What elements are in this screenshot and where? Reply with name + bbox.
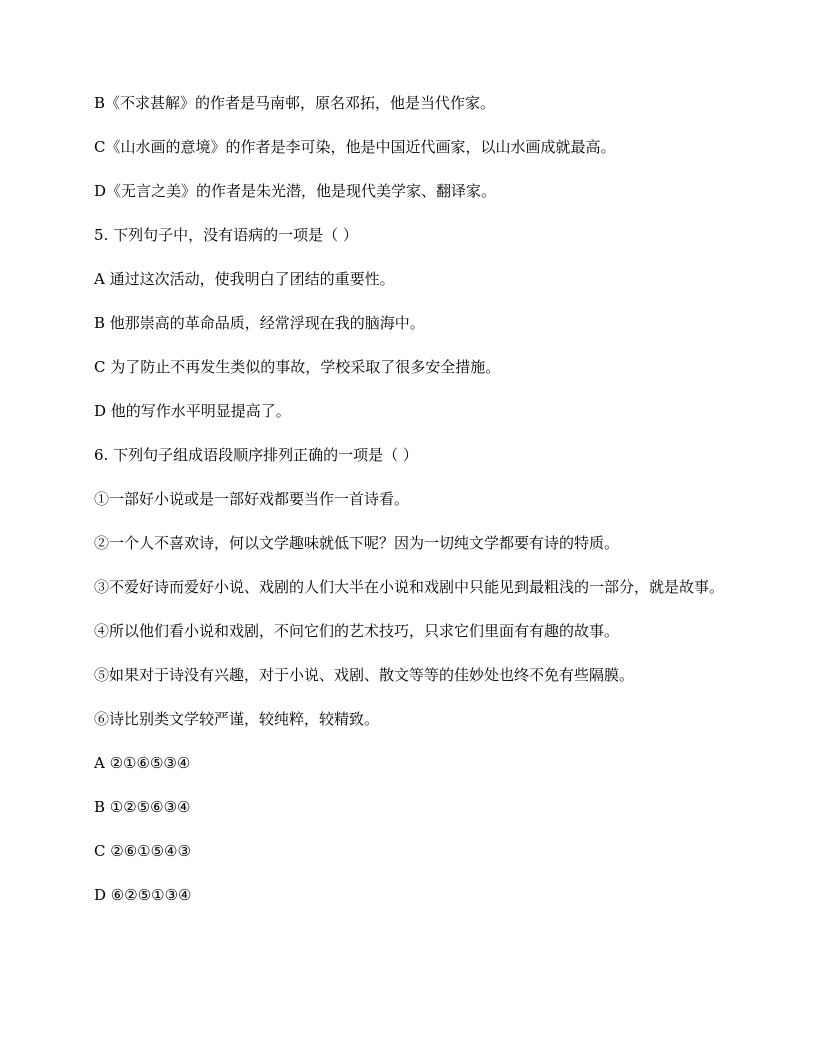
document-page <box>94 92 724 928</box>
option-d-wu-yan-zhi-mei: D《无言之美》的作者是朱光潜，他是现代美学家、翻译家。 <box>94 182 497 200</box>
question-6-option-c: C ②⑥①⑤④③ <box>94 842 191 860</box>
sentence-1: ①一部好小说或是一部好戏都要当作一首诗看。 <box>94 490 410 508</box>
question-5-option-b: B 他那崇高的革命品质，经常浮现在我的脑海中。 <box>94 314 425 332</box>
option-b-bu-qiu-shen-jie: B《不求甚解》的作者是马南邨，原名邓拓，他是当代作家。 <box>94 94 496 112</box>
sentence-6: ⑥诗比别类文学较严谨，较纯粹，较精致。 <box>94 710 380 728</box>
question-6-option-d: D ⑥②⑤①③④ <box>94 886 192 904</box>
question-5-option-a: A 通过这次活动，使我明白了团结的重要性。 <box>94 270 395 288</box>
sentence-4: ④所以他们看小说和戏剧，不问它们的艺术技巧，只求它们里面有有趣的故事。 <box>94 622 620 640</box>
question-5: 5. 下列句子中，没有语病的一项是（ ） <box>94 226 358 244</box>
question-6: 6. 下列句子组成语段顺序排列正确的一项是（ ） <box>94 446 418 464</box>
question-5-option-d: D 他的写作水平明显提高了。 <box>94 402 291 420</box>
question-6-option-b: B ①②⑤⑥③④ <box>94 798 191 816</box>
option-c-shan-shui-hua: C《山水画的意境》的作者是李可染，他是中国近代画家，以山水画成就最高。 <box>94 138 616 156</box>
sentence-2: ②一个人不喜欢诗，何以文学趣味就低下呢？因为一切纯文学都要有诗的特质。 <box>94 534 620 552</box>
sentence-3: ③不爱好诗而爱好小说、戏剧的人们大半在小说和戏剧中只能见到最粗浅的一部分，就是故事。 <box>94 578 725 596</box>
question-5-option-c: C 为了防止不再发生类似的事故，学校采取了很多安全措施。 <box>94 358 501 376</box>
question-6-option-a: A ②①⑥⑤③④ <box>94 754 191 772</box>
sentence-5: ⑤如果对于诗没有兴趣，对于小说、戏剧、散文等等的佳妙处也终不免有些隔膜。 <box>94 666 635 684</box>
